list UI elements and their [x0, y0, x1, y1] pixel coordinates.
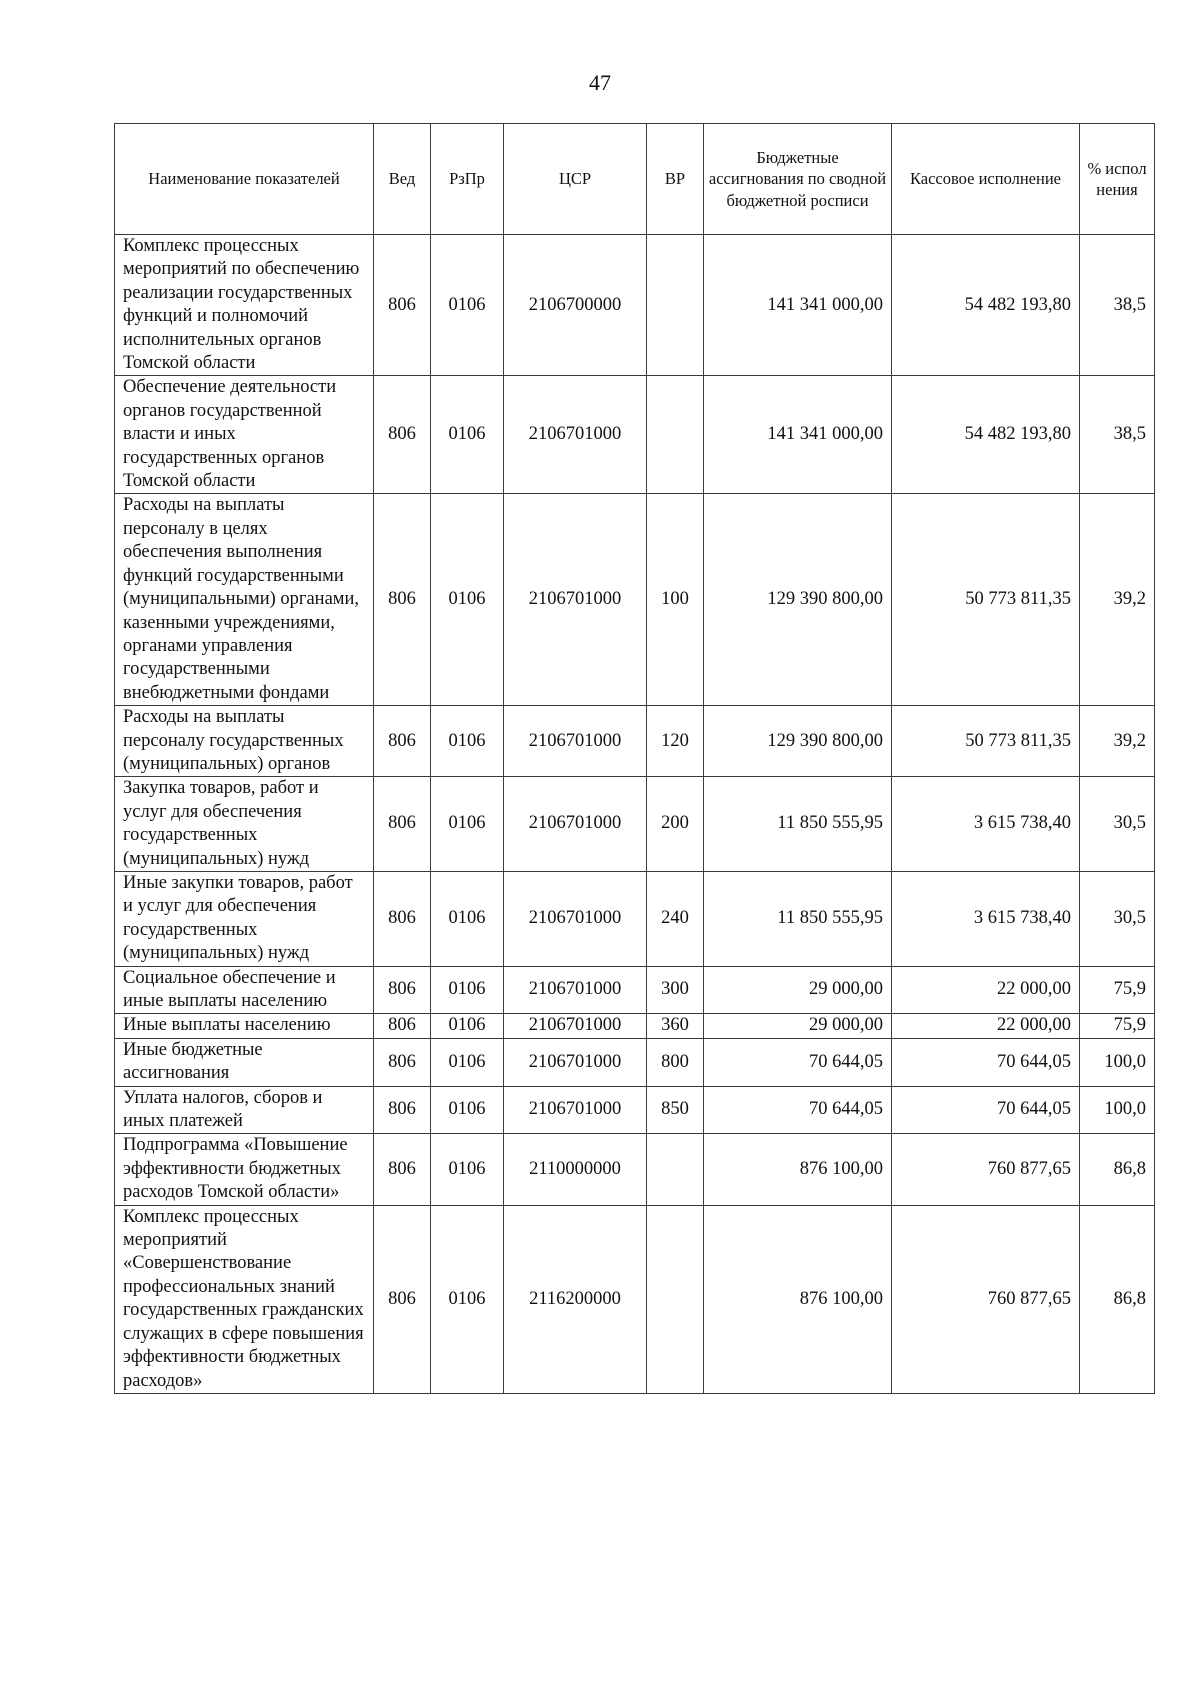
cell-vr: 120 — [647, 706, 704, 777]
cell-ved: 806 — [374, 777, 431, 872]
table-row — [115, 1014, 1155, 1038]
table-row — [115, 494, 1155, 706]
cell-ved: 806 — [374, 871, 431, 966]
table-row — [115, 1038, 1155, 1086]
cell-budget: 876 100,00 — [704, 1134, 892, 1205]
cell-rzpr: 0106 — [431, 235, 504, 376]
cell-vr: 850 — [647, 1086, 704, 1134]
table-row — [115, 966, 1155, 1014]
page-number: 47 — [589, 70, 611, 95]
header-ved: Вед — [374, 124, 431, 235]
header-pct: % испол нения — [1080, 124, 1155, 235]
cell-csr: 2106701000 — [504, 1014, 647, 1038]
header-cash: Кассовое исполнение — [892, 124, 1080, 235]
cell-ved: 806 — [374, 1134, 431, 1205]
cell-name: Обеспечение деятельности органов государственной власти и иных государственных органов Томской области — [115, 376, 374, 494]
table-header-row — [115, 124, 1155, 235]
cell-cash: 70 644,05 — [892, 1086, 1080, 1134]
cell-cash: 760 877,65 — [892, 1134, 1080, 1205]
cell-name: Расходы на выплаты персоналу в целях обеспечения выполнения функций государственными (муниципальными) органами, казенными учреждениями, органами управления государственными внебюджетными фондами — [115, 494, 374, 706]
cell-vr: 200 — [647, 777, 704, 872]
cell-vr: 360 — [647, 1014, 704, 1038]
cell-ved: 806 — [374, 1038, 431, 1086]
header-vr: ВР — [647, 124, 704, 235]
cell-name: Расходы на выплаты персоналу государственных (муниципальных) органов — [115, 706, 374, 777]
cell-budget: 70 644,05 — [704, 1086, 892, 1134]
cell-ved: 806 — [374, 1205, 431, 1393]
table-row — [115, 1134, 1155, 1205]
cell-rzpr: 0106 — [431, 1038, 504, 1086]
header-csr: ЦСР — [504, 124, 647, 235]
cell-budget: 129 390 800,00 — [704, 494, 892, 706]
table-row — [115, 706, 1155, 777]
header-rzpr: РзПр — [431, 124, 504, 235]
cell-vr — [647, 1134, 704, 1205]
cell-ved: 806 — [374, 706, 431, 777]
cell-csr: 2106700000 — [504, 235, 647, 376]
cell-budget: 876 100,00 — [704, 1205, 892, 1393]
cell-cash: 70 644,05 — [892, 1038, 1080, 1086]
cell-csr: 2106701000 — [504, 1086, 647, 1134]
cell-vr: 300 — [647, 966, 704, 1014]
cell-rzpr: 0106 — [431, 966, 504, 1014]
cell-name: Комплекс процессных мероприятий «Совершенствование профессиональных знаний государственных гражданских служащих в сфере повышения эффективности бюджетных расходов» — [115, 1205, 374, 1393]
cell-budget: 11 850 555,95 — [704, 777, 892, 872]
cell-csr: 2110000000 — [504, 1134, 647, 1205]
table-row — [115, 376, 1155, 494]
cell-ved: 806 — [374, 1086, 431, 1134]
cell-rzpr: 0106 — [431, 1205, 504, 1393]
cell-pct: 86,8 — [1080, 1134, 1155, 1205]
cell-pct: 75,9 — [1080, 1014, 1155, 1038]
cell-vr — [647, 235, 704, 376]
cell-name: Уплата налогов, сборов и иных платежей — [115, 1086, 374, 1134]
table-row — [115, 777, 1155, 872]
cell-rzpr: 0106 — [431, 1014, 504, 1038]
table-row — [115, 871, 1155, 966]
cell-csr: 2106701000 — [504, 376, 647, 494]
cell-vr — [647, 1205, 704, 1393]
cell-cash: 3 615 738,40 — [892, 871, 1080, 966]
cell-pct: 30,5 — [1080, 777, 1155, 872]
table-row — [115, 1086, 1155, 1134]
cell-name: Закупка товаров, работ и услуг для обеспечения государственных (муниципальных) нужд — [115, 777, 374, 872]
cell-name: Подпрограмма «Повышение эффективности бюджетных расходов Томской области» — [115, 1134, 374, 1205]
header-budget: Бюджетные ассигнования по сводной бюджетной росписи — [704, 124, 892, 235]
table-body — [115, 235, 1155, 1394]
cell-name: Иные бюджетные ассигнования — [115, 1038, 374, 1086]
cell-pct: 30,5 — [1080, 871, 1155, 966]
cell-ved: 806 — [374, 494, 431, 706]
cell-ved: 806 — [374, 235, 431, 376]
cell-rzpr: 0106 — [431, 706, 504, 777]
cell-vr: 100 — [647, 494, 704, 706]
cell-vr — [647, 376, 704, 494]
cell-budget: 29 000,00 — [704, 1014, 892, 1038]
cell-budget: 141 341 000,00 — [704, 235, 892, 376]
cell-pct: 86,8 — [1080, 1205, 1155, 1393]
cell-budget: 70 644,05 — [704, 1038, 892, 1086]
budget-execution-table — [114, 123, 1155, 1394]
cell-pct: 100,0 — [1080, 1038, 1155, 1086]
cell-cash: 50 773 811,35 — [892, 494, 1080, 706]
cell-name: Иные выплаты населению — [115, 1014, 374, 1038]
cell-ved: 806 — [374, 966, 431, 1014]
cell-budget: 29 000,00 — [704, 966, 892, 1014]
cell-csr: 2106701000 — [504, 966, 647, 1014]
cell-csr: 2106701000 — [504, 494, 647, 706]
cell-name: Иные закупки товаров, работ и услуг для обеспечения государственных (муниципальных) нужд — [115, 871, 374, 966]
cell-rzpr: 0106 — [431, 1086, 504, 1134]
cell-budget: 11 850 555,95 — [704, 871, 892, 966]
cell-pct: 100,0 — [1080, 1086, 1155, 1134]
cell-cash: 54 482 193,80 — [892, 376, 1080, 494]
cell-csr: 2106701000 — [504, 1038, 647, 1086]
cell-pct: 38,5 — [1080, 235, 1155, 376]
cell-ved: 806 — [374, 376, 431, 494]
cell-rzpr: 0106 — [431, 494, 504, 706]
cell-csr: 2106701000 — [504, 706, 647, 777]
cell-pct: 75,9 — [1080, 966, 1155, 1014]
cell-cash: 3 615 738,40 — [892, 777, 1080, 872]
cell-pct: 39,2 — [1080, 494, 1155, 706]
cell-csr: 2116200000 — [504, 1205, 647, 1393]
cell-name: Комплекс процессных мероприятий по обеспечению реализации государственных функций и полномочий исполнительных органов Томской области — [115, 235, 374, 376]
cell-budget: 141 341 000,00 — [704, 376, 892, 494]
cell-cash: 54 482 193,80 — [892, 235, 1080, 376]
cell-vr: 240 — [647, 871, 704, 966]
cell-budget: 129 390 800,00 — [704, 706, 892, 777]
cell-vr: 800 — [647, 1038, 704, 1086]
header-name: Наименование показателей — [115, 124, 374, 235]
cell-rzpr: 0106 — [431, 1134, 504, 1205]
table-row — [115, 1205, 1155, 1393]
cell-rzpr: 0106 — [431, 376, 504, 494]
table-row — [115, 235, 1155, 376]
cell-ved: 806 — [374, 1014, 431, 1038]
cell-rzpr: 0106 — [431, 871, 504, 966]
cell-pct: 39,2 — [1080, 706, 1155, 777]
cell-pct: 38,5 — [1080, 376, 1155, 494]
cell-name: Социальное обеспечение и иные выплаты населению — [115, 966, 374, 1014]
cell-cash: 50 773 811,35 — [892, 706, 1080, 777]
cell-cash: 22 000,00 — [892, 1014, 1080, 1038]
cell-cash: 760 877,65 — [892, 1205, 1080, 1393]
cell-csr: 2106701000 — [504, 777, 647, 872]
cell-rzpr: 0106 — [431, 777, 504, 872]
cell-cash: 22 000,00 — [892, 966, 1080, 1014]
cell-csr: 2106701000 — [504, 871, 647, 966]
